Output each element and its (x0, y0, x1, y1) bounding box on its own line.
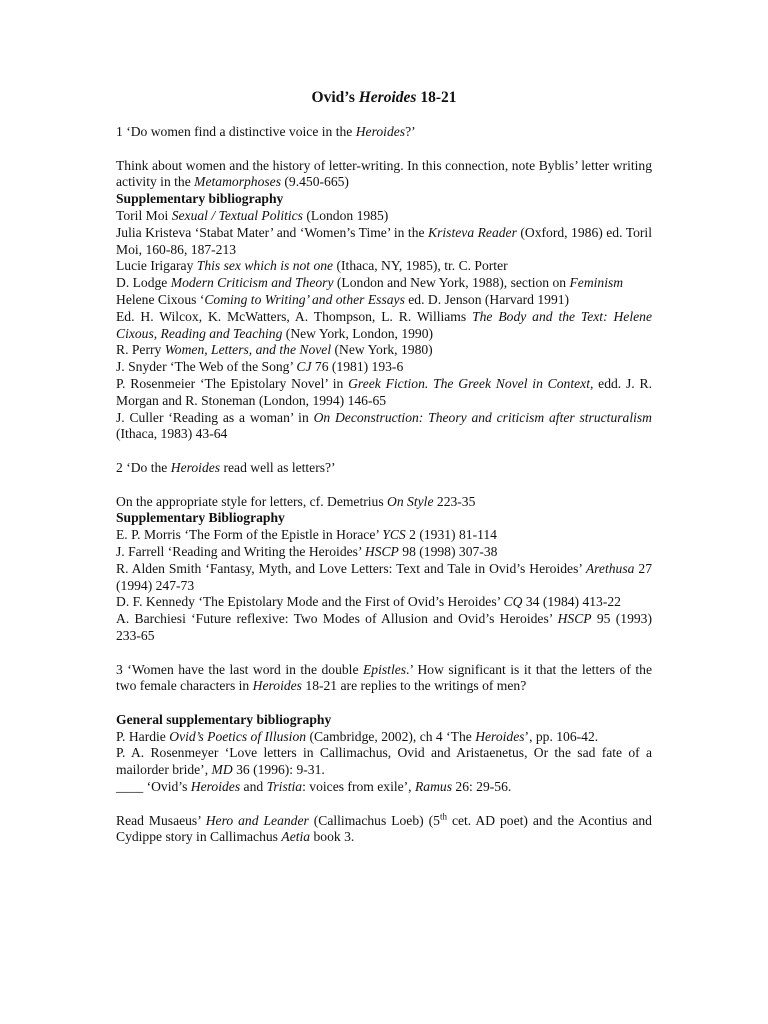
bib-entry: Toril Moi Sexual / Textual Politics (London 1985) (116, 207, 389, 223)
bib-entry: Helene Cixous ‘Coming to Writing’ and other Essays ed. D. Jenson (Harvard 1991) (116, 291, 570, 307)
bib-entry: D. F. Kennedy ‘The Epistolary Mode and the First of Ovid’s Heroides’ CQ 34 (1984) 413-22 (116, 594, 621, 610)
document-page (116, 88, 652, 846)
bib-entry: Julia Kristeva ‘Stabat Mater’ and ‘Women’s Time’ in the Kristeva Reader (Oxford, 1986) ed. Toril Moi, 160-86, 187-213 (116, 224, 652, 257)
bib-entry: R. Perry Women, Letters, and the Novel (New York, 1980) (116, 342, 433, 358)
title-range: 18-21 (420, 89, 457, 106)
bib-entry: P. A. Rosenmeyer ‘Love letters in Callimachus, Ovid and Aristaenetus, Or the sad fate of a mailorder bride’, MD 36 (1996): 9-31. (116, 745, 652, 778)
title-work: Heroides (358, 89, 417, 106)
question-3: 3 ‘Women have the last word in the double Epistles.’ How significant is it that the letters of the two female characters in Heroides 18-21 are replies to the writings of men? (116, 661, 652, 694)
title-author: Ovid’s (311, 89, 355, 106)
closing-paragraph: Read Musaeus’ Hero and Leander (Callimachus Loeb) (5th cet. AD poet) and the Acontius and Cydippe story in Callimachus Aetia book 3. (116, 811, 652, 845)
section-heading: General supplementary bibliography (116, 711, 332, 727)
bib-entry: J. Farrell ‘Reading and Writing the Heroides’ HSCP 98 (1998) 307-38 (116, 543, 498, 559)
bib-entry: P. Rosenmeier ‘The Epistolary Novel’ in Greek Fiction. The Greek Novel in Context, edd. J. R. Morgan and R. Stoneman (London, 1994) 146-65 (116, 375, 652, 408)
bib-entry: D. Lodge Modern Criticism and Theory (London and New York, 1988), section on Feminism (116, 275, 624, 291)
intro-paragraph-2: On the appropriate style for letters, cf. Demetrius On Style 223-35 (116, 493, 476, 509)
intro-paragraph-1: Think about women and the history of letter-writing. In this connection, note Byblis’ letter writing activity in the Metamorphoses (9.450-665) (116, 157, 652, 190)
question-2: 2 ‘Do the Heroides read well as letters?’ (116, 459, 336, 475)
bib-entry: ____ ‘Ovid’s Heroides and Tristia: voices from exile’, Ramus 26: 29-56. (116, 779, 512, 795)
bib-entry: Lucie Irigaray This sex which is not one (Ithaca, NY, 1985), tr. C. Porter (116, 258, 508, 274)
bib-entry: R. Alden Smith ‘Fantasy, Myth, and Love Letters: Text and Tale in Ovid’s Heroides’ Arethusa 27 (1994) 247-73 (116, 560, 652, 593)
page-title (116, 88, 652, 108)
question-1: 1 ‘Do women find a distinctive voice in the Heroides?’ (116, 124, 416, 139)
bib-entry: E. P. Morris ‘The Form of the Epistle in Horace’ YCS 2 (1931) 81-114 (116, 527, 497, 543)
bib-entry: P. Hardie Ovid’s Poetics of Illusion (Cambridge, 2002), ch 4 ‘The Heroides’, pp. 106-42. (116, 728, 599, 744)
section-heading: Supplementary Bibliography (116, 510, 285, 526)
section-heading: Supplementary bibliography (116, 191, 284, 207)
bib-entry: J. Culler ‘Reading as a woman’ in On Deconstruction: Theory and criticism after structuralism (Ithaca, 1983) 43-64 (116, 409, 652, 442)
bib-entry: A. Barchiesi ‘Future reflexive: Two Modes of Allusion and Ovid’s Heroides’ HSCP 95 (1993) 233-65 (116, 611, 653, 643)
bib-entry: J. Snyder ‘The Web of the Song’ CJ 76 (1981) 193-6 (116, 359, 404, 375)
bib-entry: Ed. H. Wilcox, K. McWatters, A. Thompson, L. R. Williams The Body and the Text: Helene Cixous, Reading and Teaching (New York, London, 1990) (116, 308, 652, 341)
